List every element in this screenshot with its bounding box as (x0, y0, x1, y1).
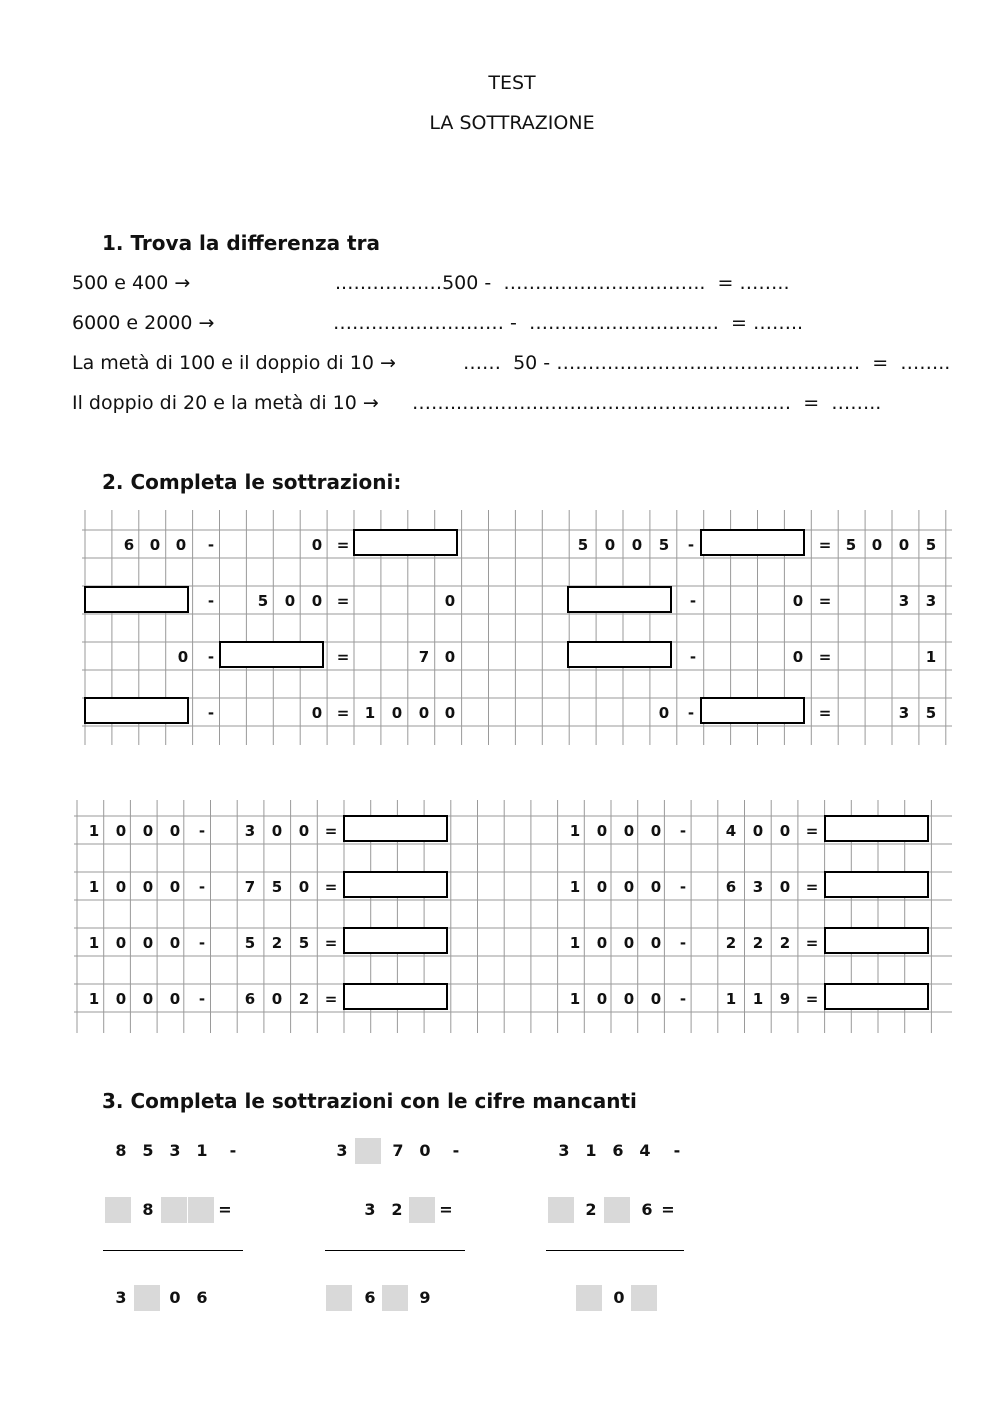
grid1-r2-l5: 0 (444, 592, 456, 610)
grid2-r1-left-3: 0 (169, 822, 181, 840)
s1-item-1-label: 500 e 400 → (72, 272, 191, 294)
grid2-r4-left-3: 0 (169, 990, 181, 1008)
grid2-r1-left-1: 0 (115, 822, 127, 840)
grid2-r1-right-3: 0 (650, 822, 662, 840)
missing-digit-box[interactable] (548, 1197, 574, 1223)
answer-box[interactable] (824, 815, 929, 842)
missing-digit-box[interactable] (382, 1285, 408, 1311)
grid2-r2-left-4: - (198, 878, 206, 896)
grid2-r3-right-6: 2 (752, 934, 764, 952)
grid1-r2-r4: 3 (925, 592, 937, 610)
grid1-r4-l1: 0 (311, 704, 323, 722)
grid2-r4-left-6: 0 (271, 990, 283, 1008)
grid1-r3-l3: 7 (418, 648, 430, 666)
grid2-r4-right-5: 1 (725, 990, 737, 1008)
p1-top-1: 5 (142, 1141, 154, 1160)
grid1-r1-l4: 0 (311, 536, 323, 554)
grid2-r1-left-0: 1 (88, 822, 100, 840)
p3-top-2: 6 (612, 1141, 624, 1160)
grid1-r4-l2: = (336, 704, 350, 722)
grid1-r3-l0: 0 (177, 648, 189, 666)
p1-bot-1: 0 (169, 1288, 181, 1307)
missing-digit-box[interactable] (161, 1197, 187, 1223)
p2-bot-0: 6 (364, 1288, 376, 1307)
answer-box[interactable] (84, 586, 189, 613)
grid1-r1-r3: 5 (658, 536, 670, 554)
grid2-r1-left-4: - (198, 822, 206, 840)
grid1-r3-r1: 0 (792, 648, 804, 666)
p2-top-3: - (452, 1141, 460, 1160)
missing-digit-box[interactable] (326, 1285, 352, 1311)
sum-line (103, 1250, 243, 1251)
grid1-r1-l0: 6 (123, 536, 135, 554)
grid2-r3-right-5: 2 (725, 934, 737, 952)
answer-box[interactable] (824, 983, 929, 1010)
missing-digit-box[interactable] (604, 1197, 630, 1223)
grid1-r1-l2: 0 (175, 536, 187, 554)
grid2-r2-right-5: 6 (725, 878, 737, 896)
grid2-r4-left-1: 0 (115, 990, 127, 1008)
sum-line (546, 1250, 684, 1251)
grid2-r3-left-8: = (324, 934, 338, 952)
grid1-r4-r2: = (818, 704, 832, 722)
missing-digit-box[interactable] (188, 1197, 214, 1223)
p3-mid-0: 2 (585, 1200, 597, 1219)
grid1-r3-r3: 1 (925, 648, 937, 666)
grid1-r1-l3: - (207, 536, 215, 554)
p3-mid-1: 6 (641, 1200, 653, 1219)
grid1-r3-r0: - (689, 648, 697, 666)
missing-digit-box[interactable] (576, 1285, 602, 1311)
missing-digit-box[interactable] (355, 1138, 381, 1164)
grid2-r3-left-6: 2 (271, 934, 283, 952)
p3-top-0: 3 (558, 1141, 570, 1160)
grid1-r4-r1: - (687, 704, 695, 722)
grid2-r2-right-6: 3 (752, 878, 764, 896)
p1-top-3: 1 (196, 1141, 208, 1160)
grid1-r4-r3: 3 (898, 704, 910, 722)
answer-box[interactable] (567, 586, 672, 613)
grid1-r4-l5: 0 (418, 704, 430, 722)
grid1-r2-l1: 5 (257, 592, 269, 610)
grid2-r2-left-8: = (324, 878, 338, 896)
grid2-r1-right-2: 0 (623, 822, 635, 840)
grid2-r4-left-8: = (324, 990, 338, 1008)
p2-bot-1: 9 (419, 1288, 431, 1307)
p1-top-4: - (229, 1141, 237, 1160)
page-title: TEST (488, 72, 536, 94)
grid2-r2-left-6: 5 (271, 878, 283, 896)
answer-box[interactable] (343, 871, 448, 898)
grid1-r4-r4: 5 (925, 704, 937, 722)
grid1-r1-l1: 0 (149, 536, 161, 554)
answer-box[interactable] (343, 815, 448, 842)
grid2-r3-right-1: 0 (596, 934, 608, 952)
p1-bot-0: 3 (115, 1288, 127, 1307)
s1-item-4-label: Il doppio di 20 e la metà di 10 → (72, 392, 379, 414)
answer-box[interactable] (700, 697, 805, 724)
grid2-r3-right-4: - (679, 934, 687, 952)
grid2-r3-right-0: 1 (569, 934, 581, 952)
grid2-r1-right-6: 0 (752, 822, 764, 840)
grid1-r1-r8: 0 (898, 536, 910, 554)
p1-mid-1: = (218, 1200, 232, 1219)
grid2-r4-right-4: - (679, 990, 687, 1008)
p3-bot-0: 0 (613, 1288, 625, 1307)
missing-digit-box[interactable] (631, 1285, 657, 1311)
p3-top-1: 1 (585, 1141, 597, 1160)
grid2-r1-right-8: = (805, 822, 819, 840)
p2-top-0: 3 (336, 1141, 348, 1160)
grid2-r2-right-0: 1 (569, 878, 581, 896)
answer-box[interactable] (700, 529, 805, 556)
s1-item-3-label: La metà di 100 e il doppio di 10 → (72, 352, 396, 374)
answer-box[interactable] (84, 697, 189, 724)
s1-item-4-expr[interactable]: ……..………….………………………………… = …….. (412, 392, 882, 414)
grid2-r1-left-5: 3 (244, 822, 256, 840)
p1-mid-0: 8 (142, 1200, 154, 1219)
s1-item-3-expr[interactable]: …… 50 - ………………………………………… = …….. (463, 352, 951, 374)
grid1-r1-r5: = (818, 536, 832, 554)
grid2-r4-left-2: 0 (142, 990, 154, 1008)
grid2-r3-left-1: 0 (115, 934, 127, 952)
p2-mid-2: = (439, 1200, 453, 1219)
grid1-r2-l3: 0 (311, 592, 323, 610)
grid2-r3-left-2: 0 (142, 934, 154, 952)
grid2-r1-right-0: 1 (569, 822, 581, 840)
grid1-r3-l4: 0 (444, 648, 456, 666)
section1-heading: 1. Trova la differenza tra (102, 231, 380, 255)
grid1-r2-r0: - (689, 592, 697, 610)
p3-mid-2: = (661, 1200, 675, 1219)
grid1-r4-l6: 0 (444, 704, 456, 722)
grid1-r2-l2: 0 (284, 592, 296, 610)
grid2-r1-right-5: 4 (725, 822, 737, 840)
grid1-r2-l0: - (207, 592, 215, 610)
grid2-r1-left-2: 0 (142, 822, 154, 840)
grid2-r4-right-0: 1 (569, 990, 581, 1008)
grid2-r3-right-2: 0 (623, 934, 635, 952)
grid2-r4-right-1: 0 (596, 990, 608, 1008)
grid1-r1-r7: 0 (871, 536, 883, 554)
grid2-r2-left-5: 7 (244, 878, 256, 896)
grid1-r4-l3: 1 (364, 704, 376, 722)
grid2-r1-right-4: - (679, 822, 687, 840)
p2-top-2: 0 (419, 1141, 431, 1160)
grid2-r1-left-7: 0 (298, 822, 310, 840)
grid1-r4-r0: 0 (658, 704, 670, 722)
p2-mid-1: 2 (391, 1200, 403, 1219)
answer-box[interactable] (824, 927, 929, 954)
answer-box[interactable] (567, 641, 672, 668)
grid2-r4-right-6: 1 (752, 990, 764, 1008)
grid1-r3-r2: = (818, 648, 832, 666)
grid2-r2-left-1: 0 (115, 878, 127, 896)
grid1-r4-l4: 0 (391, 704, 403, 722)
p3-top-3: 4 (639, 1141, 651, 1160)
grid1-r1-r4: - (687, 536, 695, 554)
grid2-r2-left-0: 1 (88, 878, 100, 896)
grid2-r3-left-7: 5 (298, 934, 310, 952)
grid2-r2-right-3: 0 (650, 878, 662, 896)
answer-box[interactable] (343, 983, 448, 1010)
grid2-r4-left-5: 6 (244, 990, 256, 1008)
grid2-r3-left-4: - (198, 934, 206, 952)
answer-box[interactable] (219, 641, 324, 668)
grid1-r1-r2: 0 (631, 536, 643, 554)
grid1-r1-r9: 5 (925, 536, 937, 554)
missing-digit-box[interactable] (409, 1197, 435, 1223)
grid2-r2-right-1: 0 (596, 878, 608, 896)
grid2-r2-right-4: - (679, 878, 687, 896)
grid1-r2-r3: 3 (898, 592, 910, 610)
grid2-r4-left-4: - (198, 990, 206, 1008)
missing-digit-box[interactable] (105, 1197, 131, 1223)
grid2-r3-left-0: 1 (88, 934, 100, 952)
grid2-r4-left-7: 2 (298, 990, 310, 1008)
grid2-r4-right-2: 0 (623, 990, 635, 1008)
answer-box[interactable] (824, 871, 929, 898)
section3-heading: 3. Completa le sottrazioni con le cifre mancanti (102, 1089, 637, 1113)
grid2-r2-left-2: 0 (142, 878, 154, 896)
page-subtitle: LA SOTTRAZIONE (429, 112, 595, 134)
grid2-r3-right-7: 2 (779, 934, 791, 952)
grid2-r2-left-7: 0 (298, 878, 310, 896)
grid1-r3-l2: = (336, 648, 350, 666)
answer-box[interactable] (353, 529, 458, 556)
grid2-r3-left-3: 0 (169, 934, 181, 952)
grid1-r4-l0: - (207, 704, 215, 722)
grid2-r3-left-5: 5 (244, 934, 256, 952)
missing-digit-box[interactable] (134, 1285, 160, 1311)
grid2-r1-left-8: = (324, 822, 338, 840)
grid2-r2-right-2: 0 (623, 878, 635, 896)
grid2-r4-right-8: = (805, 990, 819, 1008)
grid2-r1-left-6: 0 (271, 822, 283, 840)
s1-item-2-label: 6000 e 2000 → (72, 312, 215, 334)
grid1-r1-r1: 0 (604, 536, 616, 554)
p2-mid-0: 3 (364, 1200, 376, 1219)
grid2-r1-right-1: 0 (596, 822, 608, 840)
grid2-r3-right-8: = (805, 934, 819, 952)
grid2-r2-right-7: 0 (779, 878, 791, 896)
grid1-r3-l1: - (207, 648, 215, 666)
p2-top-1: 7 (392, 1141, 404, 1160)
grid2-r4-left-0: 1 (88, 990, 100, 1008)
grid2-r1-right-7: 0 (779, 822, 791, 840)
grid2-r2-right-8: = (805, 878, 819, 896)
grid1-r1-r6: 5 (845, 536, 857, 554)
grid1-r1-r0: 5 (577, 536, 589, 554)
s1-item-2-expr[interactable]: ……………………… - ………………………… = …….. (333, 312, 804, 334)
grid2-r3-right-3: 0 (650, 934, 662, 952)
grid1-r2-r2: = (818, 592, 832, 610)
section2-heading: 2. Completa le sottrazioni: (102, 470, 402, 494)
s1-item-1-expr[interactable]: ..……………500 - ………………………….. = …….. (335, 272, 790, 294)
grid2-r4-right-3: 0 (650, 990, 662, 1008)
p1-top-0: 8 (115, 1141, 127, 1160)
sum-line (325, 1250, 465, 1251)
p1-bot-2: 6 (196, 1288, 208, 1307)
grid2-r4-right-7: 9 (779, 990, 791, 1008)
grid1-r1-l5: = (336, 536, 350, 554)
p3-top-4: - (673, 1141, 681, 1160)
grid1-r2-l4: = (336, 592, 350, 610)
grid2-r2-left-3: 0 (169, 878, 181, 896)
p1-top-2: 3 (169, 1141, 181, 1160)
answer-box[interactable] (343, 927, 448, 954)
grid1-r2-r1: 0 (792, 592, 804, 610)
